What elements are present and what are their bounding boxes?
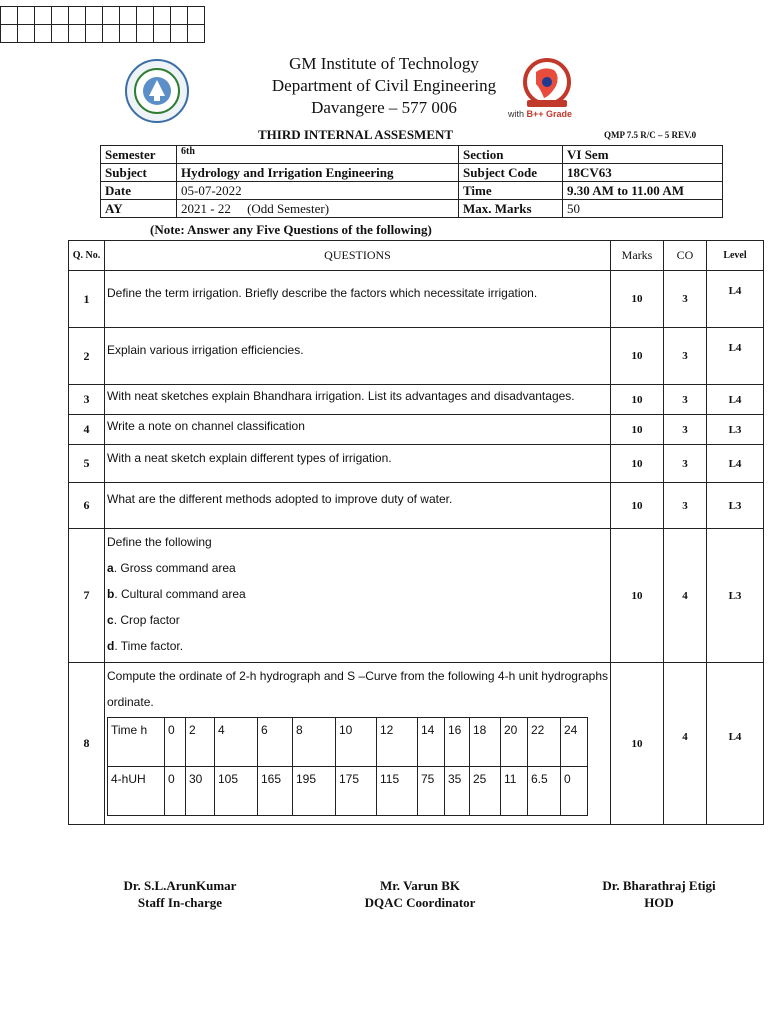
hydrograph-time-row [108,718,588,767]
instructions-note: (Note: Answer any Five Questions of the following) [150,222,432,237]
question-number: 6 [69,483,105,529]
signature-hod [574,877,744,911]
co-header: CO [664,241,707,271]
sub-item: d. Time factor. [107,639,184,653]
table-row [69,385,764,415]
question-marks: 10 [611,271,664,328]
sub-item: a. Gross command area [107,561,236,575]
signature-name: Dr. Bharathraj Etigi [602,878,716,893]
question-co: 3 [664,483,707,529]
sub-item: b. Cultural command area [107,587,246,601]
question-number: 4 [69,415,105,445]
institute-address: Davangere – 577 006 [311,98,457,117]
question-co: 3 [664,445,707,483]
table-row [69,445,764,483]
qno-header: Q. No. [69,241,105,271]
questions-table [68,240,764,825]
hydrograph-cell: 165 [258,767,293,816]
subject-code-value: 18CV63 [563,164,723,182]
date-label: Date [101,182,177,200]
date-value: 05-07-2022 [177,182,459,200]
hydrograph-cell: Time h [108,718,165,767]
section-value: VI Sem [563,146,723,164]
table-row [69,483,764,529]
question-text: Write a note on channel classification [105,415,611,445]
exam-info-table [100,145,723,218]
signature-role: DQAC Coordinator [364,895,476,910]
signature-role: HOD [644,895,674,910]
question-co: 3 [664,415,707,445]
question-marks: 10 [611,483,664,529]
question-number: 5 [69,445,105,483]
hydrograph-uh-row [108,767,588,816]
max-marks-label: Max. Marks [459,200,563,218]
question-marks: 10 [611,415,664,445]
question-marks: 10 [611,328,664,385]
exam-title: THIRD INTERNAL ASSESMENT [258,127,454,142]
hydrograph-cell: 24 [561,718,588,767]
ay-label: AY [101,200,177,218]
hydrograph-cell: 0 [165,767,186,816]
hydrograph-cell: 18 [470,718,501,767]
question-co: 4 [664,663,707,825]
question-level: L4 [707,663,764,825]
max-marks-value: 50 [563,200,723,218]
hydrograph-cell: 0 [165,718,186,767]
sub-item: c. Crop factor [107,613,180,627]
question-co: 3 [664,328,707,385]
question-number: 7 [69,529,105,663]
section-label: Section [459,146,563,164]
hydrograph-cell: 75 [418,767,445,816]
question-intro: Compute the ordinate of 2-h hydrograph and S –Curve from the following 4-h unit hydrographs ordinate. [107,669,608,709]
question-marks: 10 [611,529,664,663]
signature-name: Dr. S.L.ArunKumar [123,878,237,893]
question-level: L3 [707,415,764,445]
usn-boxes [0,6,205,43]
subject-label: Subject [101,164,177,182]
hydrograph-cell: 195 [293,767,336,816]
question-intro: Define the following [107,535,212,549]
question-co: 3 [664,385,707,415]
question-text [105,529,611,663]
level-header: Level [707,241,764,271]
question-number: 8 [69,663,105,825]
hydrograph-cell: 2 [186,718,215,767]
hydrograph-cell: 25 [470,767,501,816]
signature-dqac [340,877,500,911]
hydrograph-cell: 105 [215,767,258,816]
subject-value: Hydrology and Irrigation Engineering [177,164,459,182]
question-marks: 10 [611,385,664,415]
question-marks: 10 [611,445,664,483]
question-level: L3 [707,529,764,663]
question-co: 4 [664,529,707,663]
question-number: 2 [69,328,105,385]
hydrograph-cell: 16 [445,718,470,767]
hydrograph-cell: 11 [501,767,528,816]
table-row [69,415,764,445]
marks-header: Marks [611,241,664,271]
table-row [69,271,764,328]
semester-value: 6th [177,146,459,164]
institute-name: GM Institute of Technology [289,54,479,73]
question-text: Explain various irrigation efficiencies. [105,328,611,385]
hydrograph-cell: 12 [377,718,418,767]
table-row [69,529,764,663]
hydrograph-table [107,717,588,816]
hydrograph-cell: 14 [418,718,445,767]
question-level: L3 [707,483,764,529]
subject-code-label: Subject Code [459,164,563,182]
table-row [69,663,764,825]
questions-header: QUESTIONS [105,241,611,271]
question-text: With a neat sketch explain different types of irrigation. [105,445,611,483]
signature-role: Staff In-charge [137,895,223,910]
hydrograph-cell: 10 [336,718,377,767]
hydrograph-cell: 4-hUH [108,767,165,816]
question-level: L4 [707,445,764,483]
question-marks: 10 [611,663,664,825]
time-value: 9.30 AM to 11.00 AM [563,182,723,200]
hydrograph-cell: 20 [501,718,528,767]
question-text: What are the different methods adopted to improve duty of water. [105,483,611,529]
grade-value: B++ Grade [526,109,573,119]
doc-code: QMP 7.5 R/C – 5 REV.0 [604,130,697,140]
grade-prefix: with [508,109,525,119]
question-level: L4 [707,328,764,385]
table-row [69,328,764,385]
question-co: 3 [664,271,707,328]
question-number: 1 [69,271,105,328]
questions-header-row [69,241,764,271]
hydrograph-cell: 175 [336,767,377,816]
question-level: L4 [707,385,764,415]
semester-label: Semester [101,146,177,164]
hydrograph-cell: 6.5 [528,767,561,816]
question-level: L4 [707,271,764,328]
hydrograph-cell: 22 [528,718,561,767]
hydrograph-cell: 0 [561,767,588,816]
hydrograph-cell: 115 [377,767,418,816]
hydrograph-cell: 8 [293,718,336,767]
question-number: 3 [69,385,105,415]
question-text: With neat sketches explain Bhandhara irrigation. List its advantages and disadvantages. [105,385,611,415]
hydrograph-cell: 30 [186,767,215,816]
ay-value: 2021 - 22 (Odd Semester) [177,200,459,218]
signature-name: Mr. Varun BK [379,878,461,893]
signature-staff [100,877,260,911]
time-label: Time [459,182,563,200]
department-name: Department of Civil Engineering [271,76,497,95]
hydrograph-cell: 4 [215,718,258,767]
hydrograph-cell: 35 [445,767,470,816]
question-text: Define the term irrigation. Briefly describe the factors which necessitate irrigation. [105,271,611,328]
question-text [105,663,611,825]
hydrograph-cell: 6 [258,718,293,767]
